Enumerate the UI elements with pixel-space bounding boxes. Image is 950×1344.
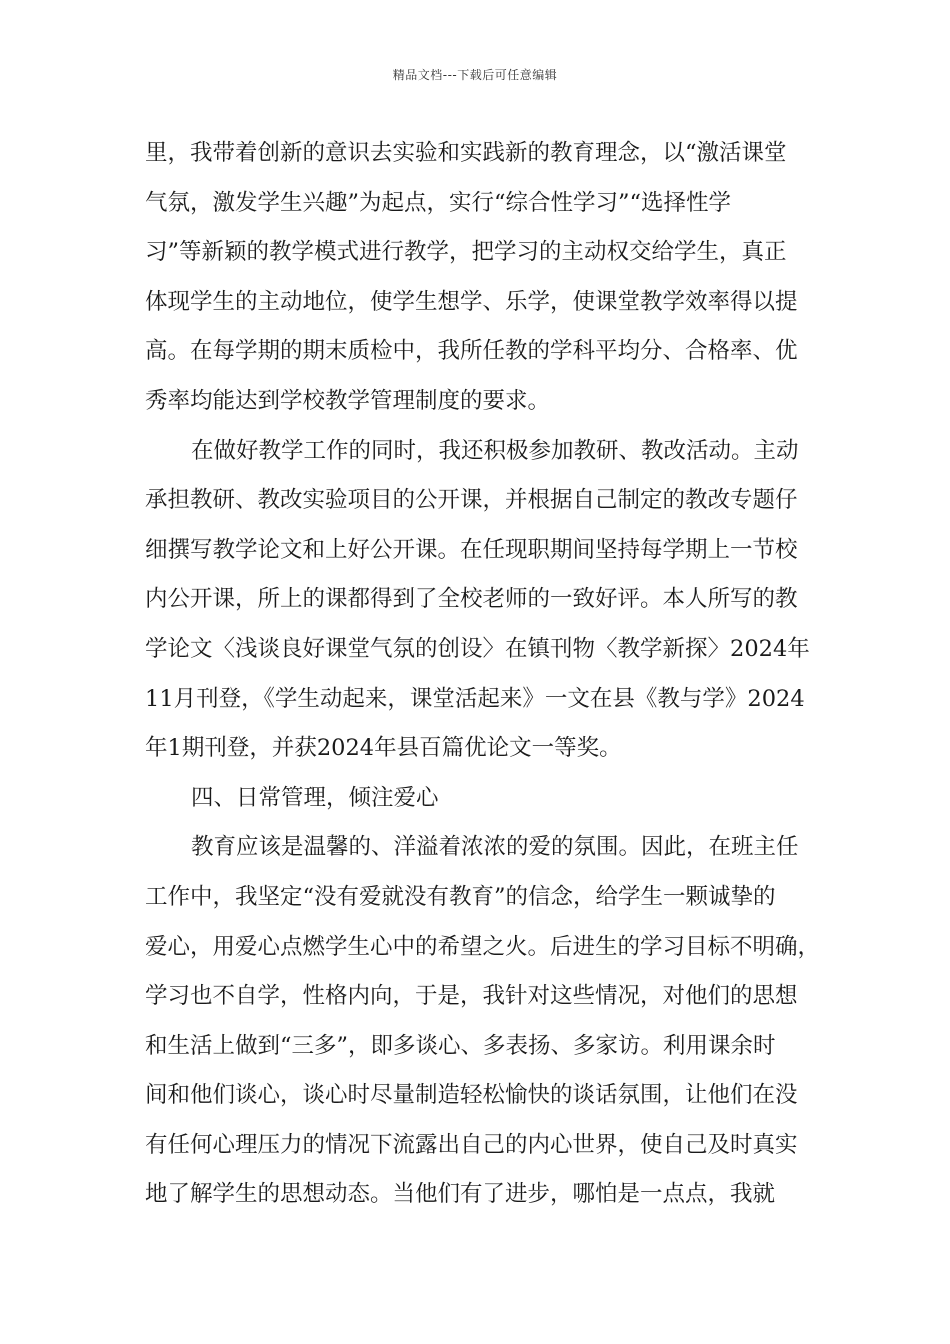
body-text-line: 地了解学生的思想动态。当他们有了进步，哪怕是一点点，我就 — [145, 1181, 776, 1208]
body-text-line: 爱心，用爱心点燃学生心中的希望之火。后进生的学习目标不明确， — [145, 933, 821, 960]
body-text-line: 有任何心理压力的情况下流露出自己的内心世界，使自己及时真实 — [145, 1131, 798, 1158]
paragraph-first-line: 教育应该是温馨的、洋溢着浓浓的爱的氛围。因此，在班主任 — [191, 834, 799, 861]
body-text-line: 内公开课，所上的课都得到了全校老师的一致好评。本人所写的教 — [145, 586, 798, 613]
body-text-line: 学习也不自学，性格内向，于是，我针对这些情况，对他们的思想 — [145, 983, 798, 1010]
page-header: 精品文档---下载后可任意编辑 — [392, 68, 558, 82]
body-text-line: 和生活上做到“三多”，即多谈心、多表扬、多家访。利用课余时 — [145, 1032, 776, 1059]
body-text-line: 高。在每学期的期末质检中，我所任教的学科平均分、合格率、优 — [145, 338, 798, 365]
body-text-line: 11月刊登，《学生动起来，课堂活起来》一文在县《教与学》2024 — [145, 685, 805, 712]
body-text-line: 里，我带着创新的意识去实验和实践新的教育理念，以“激活课堂 — [145, 140, 787, 166]
body-text-line: 工作中，我坚定“没有爱就没有教育”的信念，给学生一颗诚挚的 — [145, 883, 776, 910]
document-body — [145, 129, 835, 1220]
body-text-line: 间和他们谈心，谈心时尽量制造轻松愉快的谈话氛围，让他们在没 — [145, 1082, 798, 1109]
body-text-line: 承担教研、教改实验项目的公开课，并根据自己制定的教改专题仔 — [145, 487, 798, 514]
paragraph-first-line: 在做好教学工作的同时，我还积极参加教研、教改活动。主动 — [191, 437, 799, 464]
body-text-line: 年1期刊登，并获2024年县百篇优论文一等奖。 — [145, 735, 622, 762]
body-text-line: 习”等新颖的教学模式进行教学，把学习的主动权交给学生，真正 — [145, 239, 787, 266]
body-text-line: 秀率均能达到学校教学管理制度的要求。 — [145, 387, 551, 414]
section-heading: 四、日常管理，倾注爱心 — [191, 784, 439, 811]
body-text-line: 学论文〈浅谈良好课堂气氛的创设〉在镇刊物〈教学新探〉2024年 — [145, 635, 810, 662]
body-text-line: 细撰写教学论文和上好公开课。在任现职期间坚持每学期上一节校 — [145, 536, 798, 563]
body-text-line: 气氛，激发学生兴趣”为起点，实行“综合性学习”“选择性学 — [145, 189, 732, 216]
body-text-line: 体现学生的主动地位，使学生想学、乐学，使课堂教学效率得以提 — [145, 288, 798, 315]
